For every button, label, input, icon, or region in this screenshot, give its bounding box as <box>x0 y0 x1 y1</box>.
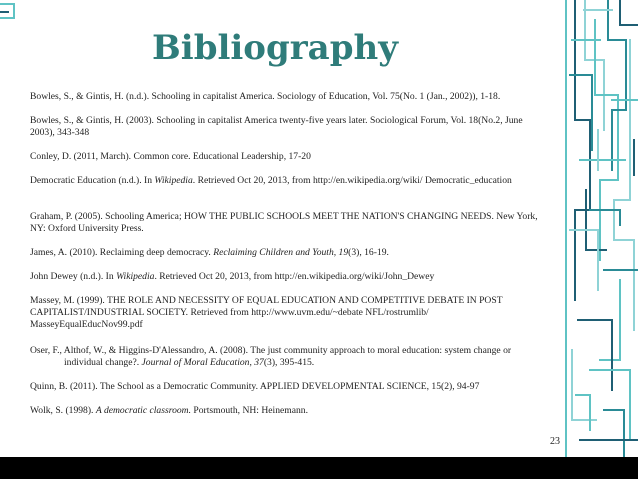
reference-text: . Retrieved Oct 20, 2013, from http://en.wikipedia.org/wiki/ Democratic_education <box>192 175 512 186</box>
reference-entry <box>30 405 540 417</box>
slide-title: Bibliography <box>152 28 398 68</box>
reference-text: Graham, P. (2005). Schooling America; HOW THE PUBLIC SCHOOLS MEET THE NATION'S CHANGING NEEDS. New York, NY: Oxford University Press. <box>30 211 538 234</box>
reference-italic-text: Reclaiming Children and Youth, 19 <box>213 247 349 258</box>
reference-text: Portsmouth, NH: Heinemann. <box>191 405 308 416</box>
reference-entry <box>30 175 540 187</box>
reference-text: Oser, F., Althof, W., & Higgins-D'Alessandro, A. (2008). The just community approach to moral education: system change or individual change?. <box>30 345 512 368</box>
reference-entry <box>30 115 540 139</box>
reference-entry <box>30 345 540 369</box>
reference-text: Conley, D. (2011, March). Common core. Educational Leadership, 17-20 <box>30 151 311 162</box>
reference-entry <box>30 91 540 103</box>
reference-text: Bowles, S., & Gintis, H. (n.d.). Schooling in capitalist America. Sociology of Education, Vol. 75(No. 1 (Jan., 2002)), 1-18. <box>30 91 501 102</box>
reference-entry <box>30 151 540 163</box>
reference-entry <box>30 381 540 393</box>
reference-text: James, A. (2010). Reclaiming deep democracy. <box>30 247 214 258</box>
reference-italic-text: A democratic classroom. <box>95 405 191 416</box>
reference-text: Democratic Education (n.d.). In <box>30 175 155 186</box>
reference-entry <box>30 247 540 259</box>
reference-italic-text: Wikipedia <box>154 175 193 186</box>
reference-text: (3), 16-19. <box>348 247 389 258</box>
reference-italic-text: Wikipedia <box>116 271 155 282</box>
reference-italic-text: Journal of Moral Education, 37 <box>141 357 264 368</box>
reference-entry <box>30 271 540 283</box>
reference-entry <box>30 295 540 331</box>
reference-text: Massey, M. (1999). THE ROLE AND NECESSITY OF EQUAL EDUCATION AND COMPETITIVE DEBATE IN POST CAPITALIST/INDUSTRIAL SOCIETY. Retrieved from http://www.uvm.edu/~debate NFL/rostrumlib/ MasseyEqualEducNov99.pdf <box>30 295 503 330</box>
reference-text: (3), 395-415. <box>263 357 315 368</box>
reference-text: Bowles, S., & Gintis, H. (2003). Schooling in capitalist America twenty-five years later. Sociological Forum, Vol. 18(No.2, June 2003), 343-348 <box>30 115 523 138</box>
reference-text: . Retrieved Oct 20, 2013, from http://en.wikipedia.org/wiki/John_Dewey <box>154 271 435 282</box>
reference-text: John Dewey (n.d.). In <box>30 271 117 282</box>
reference-entry <box>30 211 540 235</box>
page-number: 23 <box>550 436 560 447</box>
reference-text: Wolk, S. (1998). <box>30 405 96 416</box>
reference-text: Quinn, B. (2011). The School as a Democratic Community. APPLIED DEVELOPMENTAL SCIENCE, 15(2), 94-97 <box>30 381 480 392</box>
